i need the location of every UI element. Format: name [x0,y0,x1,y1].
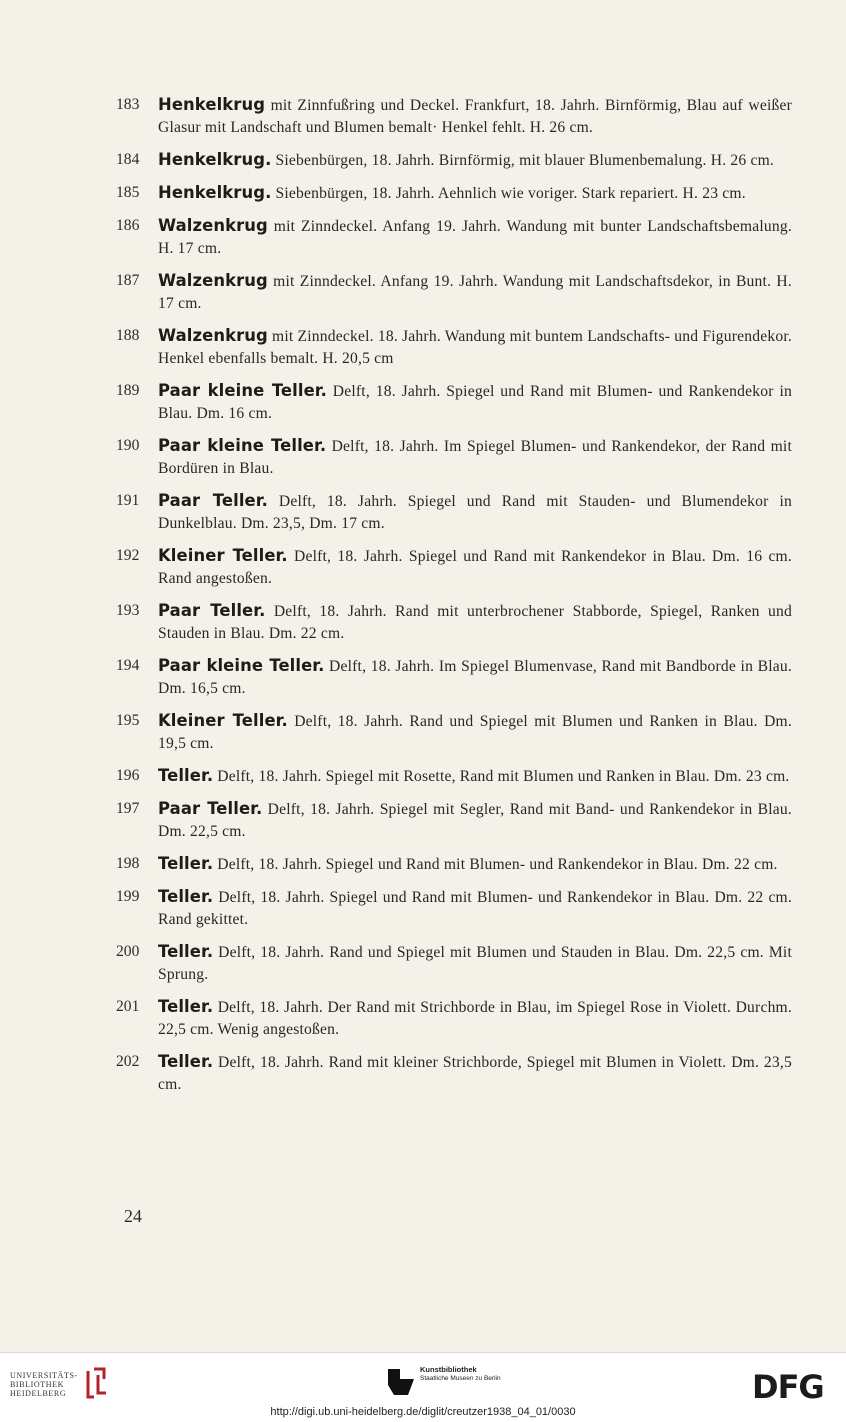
entry-description: Delft, 18. Jahrh. Rand und Spiegel mit Blumen und Ranken in Blau. Dm. 19,5 cm. [158,713,792,752]
entry-description: Delft, 18. Jahrh. Spiegel und Rand mit Blumen- und Rankendekor in Blau. Dm. 22 cm. [217,856,778,873]
entry-description: Delft, 18. Jahrh. Spiegel und Rand mit Blumen- und Rankendekor in Blau. Dm. 16 cm. [158,383,792,422]
dfg-logo[interactable]: DFG [752,1368,824,1406]
catalog-entry [116,996,792,1041]
entry-description: Delft, 18. Jahrh. Spiegel und Rand mit Blumen- und Rankendekor in Blau. Dm. 22 cm. Rand gekittet. [158,889,792,928]
entry-number: 195 [116,712,140,729]
ub-line: UNIVERSITÄTS- [10,1370,78,1380]
entry-title: Paar kleine Teller. [158,436,327,455]
catalog-entry [116,182,792,205]
entry-title: Teller. [158,942,214,961]
entry-title: Walzenkrug [158,216,268,235]
entry-title: Henkelkrug. [158,150,272,169]
entry-description: Delft, 18. Jahrh. Spiegel und Rand mit Rankendekor in Blau. Dm. 16 cm. Rand angestoßen. [158,548,792,587]
entry-title: Teller. [158,997,214,1016]
entry-description: Delft, 18. Jahrh. Spiegel mit Rosette, Rand mit Blumen und Ranken in Blau. Dm. 23 cm. [217,768,790,785]
entry-number: 198 [116,855,140,872]
catalog-entry [116,941,792,986]
entry-description: mit Zinndeckel. 18. Jahrh. Wandung mit buntem Landschafts- und Figurendekor. Henkel ebenfalls bemalt. H. 20,5 cm [158,328,792,367]
entry-number: 199 [116,888,140,905]
entry-description: Delft, 18. Jahrh. Der Rand mit Strichborde in Blau, im Spiegel Rose in Violett. Durchm. 22,5 cm. Wenig angestoßen. [158,999,792,1038]
entry-number: 202 [116,1053,140,1070]
page-number: 24 [124,1206,142,1226]
kunstbibliothek-logo[interactable] [388,1365,501,1395]
entry-number: 196 [116,767,140,784]
catalog-entry [116,94,792,139]
catalog-entry [116,655,792,700]
entry-number: 191 [116,492,140,509]
catalog-entry [116,798,792,843]
entry-title: Teller. [158,1052,214,1071]
university-library-logo[interactable] [10,1367,108,1401]
entry-number: 189 [116,382,140,399]
entry-number: 190 [116,437,140,454]
entry-description: Delft, 18. Jahrh. Spiegel mit Segler, Rand mit Band- und Rankendekor in Blau. Dm. 22,5 cm. [158,801,792,840]
ub-line: HEIDELBERG [10,1388,67,1398]
kunstbibliothek-subtitle: Staatliche Museen zu Berlin [420,1375,501,1382]
catalog-entry [116,270,792,315]
entry-number: 187 [116,272,140,289]
entry-description: Delft, 18. Jahrh. Rand und Spiegel mit Blumen und Stauden in Blau. Dm. 22,5 cm. Mit Sprung. [158,944,792,983]
catalog-entry [116,886,792,931]
entry-description: mit Zinnfußring und Deckel. Frankfurt, 18. Jahrh. Birnförmig, Blau auf weißer Glasur mit Landschaft und Blumen bemalt· Henkel fehlt. H. 26 cm. [158,97,792,136]
catalog-entry [116,215,792,260]
entry-description: Delft, 18. Jahrh. Im Spiegel Blumenvase, Rand mit Bandborde in Blau. Dm. 16,5 cm. [158,658,792,697]
entry-number: 192 [116,547,140,564]
entry-number: 184 [116,151,140,168]
entry-description: Siebenbürgen, 18. Jahrh. Birnförmig, mit blauer Blumenbemalung. H. 26 cm. [275,152,775,169]
entry-title: Teller. [158,887,214,906]
entry-description: Siebenbürgen, 18. Jahrh. Aehnlich wie voriger. Stark repariert. H. 23 cm. [275,185,746,202]
catalog-entry [116,600,792,645]
entry-title: Henkelkrug [158,95,266,114]
catalog-entry [116,765,792,788]
kunstbibliothek-title: Kunstbibliothek [420,1365,477,1374]
catalog-entry [116,380,792,425]
entry-number: 194 [116,657,140,674]
entry-title: Teller. [158,854,214,873]
entry-title: Paar kleine Teller. [158,381,327,400]
entry-title: Paar Teller. [158,491,268,510]
entry-title: Paar kleine Teller. [158,656,325,675]
permalink-url[interactable]: http://digi.ub.uni-heidelberg.de/diglit/creutzer1938_04_01/0030 [270,1406,576,1418]
entry-title: Kleiner Teller. [158,711,288,730]
entry-title: Teller. [158,766,214,785]
entry-title: Paar Teller. [158,799,263,818]
entry-description: Delft, 18. Jahrh. Rand mit unterbrochener Stabborde, Spiegel, Ranken und Stauden in Blau. Dm. 22 cm. [158,603,792,642]
entry-number: 185 [116,184,140,201]
entry-title: Henkelkrug. [158,183,272,202]
digitization-footer [0,1352,846,1422]
catalog-entry [116,710,792,755]
kunstbibliothek-emblem-icon [388,1365,414,1395]
entry-description: Delft, 18. Jahrh. Spiegel und Rand mit Stauden- und Blumendekor in Dunkelblau. Dm. 23,5, Dm. 17 cm. [158,493,792,532]
entry-number: 193 [116,602,140,619]
entry-title: Paar Teller. [158,601,266,620]
entry-title: Kleiner Teller. [158,546,288,565]
entry-description: mit Zinndeckel. Anfang 19. Jahrh. Wandung mit Landschaftsdekor, in Bunt. H. 17 cm. [158,273,792,312]
catalog-entries [116,94,792,1106]
entry-title: Walzenkrug [158,271,268,290]
catalog-entry [116,1051,792,1096]
entry-number: 186 [116,217,140,234]
catalog-entry [116,490,792,535]
entry-number: 188 [116,327,140,344]
catalog-entry [116,853,792,876]
entry-number: 197 [116,800,140,817]
entry-title: Walzenkrug [158,326,268,345]
entry-description: Delft, 18. Jahrh. Im Spiegel Blumen- und Rankendekor, der Rand mit Bordüren in Blau. [158,438,792,477]
entry-number: 200 [116,943,140,960]
catalog-entry [116,149,792,172]
entry-description: mit Zinndeckel. Anfang 19. Jahrh. Wandung mit bunter Landschaftsbemalung. H. 17 cm. [158,218,792,257]
catalog-entry [116,325,792,370]
entry-number: 201 [116,998,140,1015]
catalog-entry [116,545,792,590]
ub-emblem-icon [84,1367,108,1401]
entry-number: 183 [116,96,140,113]
catalog-entry [116,435,792,480]
ub-line: BIBLIOTHEK [10,1379,64,1389]
entry-description: Delft, 18. Jahrh. Rand mit kleiner Strichborde, Spiegel mit Blumen in Violett. Dm. 23,5 cm. [158,1054,793,1093]
